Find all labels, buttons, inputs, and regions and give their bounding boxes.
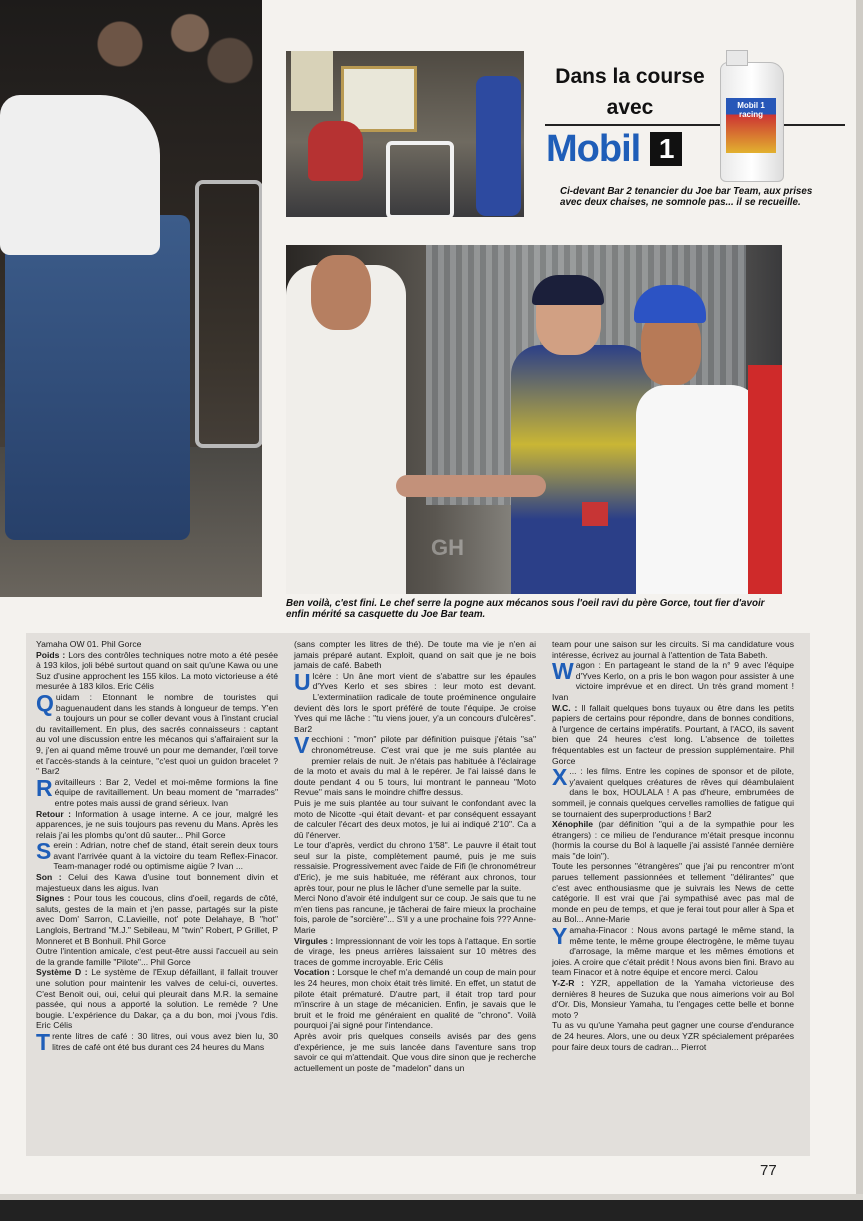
- handshake-shape: [396, 475, 546, 497]
- article-paragraph: [294, 936, 536, 968]
- article-paragraph: [36, 967, 278, 1031]
- chair-shape: [386, 141, 454, 217]
- article-paragraph: [36, 872, 278, 893]
- bottle-label-text: Mobil 1 racing: [737, 101, 765, 119]
- entry-heading: Poids :: [36, 649, 69, 660]
- entry-heading: Son :: [36, 872, 69, 883]
- entry-text: Outre l'intention amicale, c'est peut-être aussi l'accueil au sein de la grande famille "Pilote"... Phil Gorce: [36, 946, 278, 967]
- ad-header-title: [545, 61, 715, 123]
- article-paragraph: [294, 967, 536, 1031]
- article-paragraph: [552, 925, 794, 978]
- man-shape: [308, 121, 363, 181]
- mechanic-shape: [476, 76, 521, 216]
- drop-cap: X: [552, 764, 568, 791]
- drop-cap: W: [552, 658, 574, 685]
- article-paragraph: [36, 774, 278, 809]
- article-paragraph: [36, 689, 278, 777]
- photo-handshake: [286, 245, 782, 594]
- entry-text: Le système de l'Exup défaillant, il fallait trouver une solution pour maintenir les valves de celui-ci, ouvertes. C'est Benoit oui, oui, celui qui pleurait dans M.R. la semaine passée, qui nous a apporté la solution. Le remède ? Une bougie. L'expérience du Dakar, ça a du bon, moi j'vous l'dis. Eric Célis: [36, 967, 278, 1031]
- entry-text: Merci Nono d'avoir été indulgent sur ce coup. Je sais que tu ne m'en tiens pas rancune, je tâcherai de faire mieux la prochaine fois, parole de "sorcière"... S'il y a une prochaine fois ??? Anne-Marie: [294, 893, 536, 936]
- papers-shape: [291, 51, 333, 111]
- bottle-cap: [726, 50, 748, 66]
- article-paragraph: [552, 1020, 794, 1052]
- drop-cap: Y: [552, 923, 568, 950]
- drop-cap: S: [36, 838, 52, 865]
- article-paragraph: [552, 861, 794, 925]
- article-paragraph: [294, 798, 536, 840]
- caption-main-photo: Ben voilà, c'est fini. Le chef serre la pogne aux mécanos sous l'oeil ravi du père Gorce, tout fier d'avoir enfin mérité sa casquette du Joe Bar team.: [286, 598, 765, 620]
- article-paragraph: [552, 703, 794, 767]
- entry-text: Information à usage interne. A ce jour, malgré les apparences, je ne suis toujours pas revenu du Mans. Après les relais j'ai les plombs qu'ont dû sauter... Phil Gorce: [36, 808, 278, 840]
- entry-text: erein : Adrian, notre chef de stand, était serein deux tours avant l'arrivée quant à la victoire du team Reflex-Finacor. Team-manager rodé ou optimisme aigüe ? Ivan ...: [53, 840, 278, 872]
- person-head-1: [311, 255, 371, 330]
- mobil-logo: [546, 128, 682, 170]
- rail-shape: [195, 180, 262, 448]
- entry-heading: Signes :: [36, 893, 74, 904]
- entry-text: avitailleurs : Bar 2, Vedel et moi-même formions la fine équipe de ravitaillement. Un beau moment de "marrades" entre potes mais aussi de grand sérieux. Ivan: [54, 776, 278, 808]
- article-paragraph: [552, 639, 794, 660]
- photo-sleeping-man: [286, 51, 524, 217]
- entry-text: Toute les personnes "étrangères" que j'ai pu rencontrer m'ont parues tellement passionnées et tellement "délirantes" que c'est avec enthousiasme que je suivrais les News de cette catégorie. Il est vrai que j'ai sympathisé avec pas mal de monde en peu de temps, et que je ferai tout pour aller à Spa et au Bol... Anne-Marie: [552, 861, 794, 925]
- ad-title-line2: avec: [606, 96, 654, 119]
- can-shape: [582, 502, 608, 526]
- drop-cap: U: [294, 668, 311, 695]
- person-shape-2: [511, 345, 651, 594]
- mobil-logo-text: Mobil: [546, 127, 641, 170]
- entry-text: Pour tous les coucous, clins d'oeil, regards de côté, saluts, gestes de la main et j'en passe, partagés sur la piste avec Dom' Sarron, C.Lavieille, not' pote Delahaye, B "hot" Langlois, Bertrand "M.J." Sebileau, M "twin" Robert, P Grillet, P Monneret et B Bonhuil. Phil Gorce: [36, 893, 278, 946]
- article-paragraph: [36, 1028, 278, 1055]
- article-paragraph: [552, 978, 794, 1020]
- entry-heading: Y-Z-R :: [552, 978, 591, 988]
- person-shape-4: [748, 365, 782, 594]
- page-number: 77: [760, 1162, 777, 1179]
- entry-text: Celui des Kawa d'usine tout bonnement divin et majestueux dans les aigus. Ivan: [36, 872, 278, 893]
- entry-text: rente litres de café : 30 litres, oui vous avez bien lu, 30 litres de café ont été bus durant ces 24 heures du Mans: [52, 1030, 278, 1052]
- entry-heading: Système D :: [36, 967, 92, 978]
- watermark: GH: [431, 535, 464, 560]
- article-paragraph: [294, 1031, 536, 1073]
- entry-text: Il fallait quelques bons tuyaux ou être dans les petits papiers de certains pour répondre, dans de bonnes conditions, à l'urgence de certains impératifs. Pourtant, à l'ACO, ils savent bien que 24 heures c'est long. L'absence de toilettes fréquentables est un facteur de pression supplémentaire. Phil Gorce: [552, 702, 794, 766]
- entry-text: Le tour d'après, verdict du chrono 1'58". Le pauvre il était tout seul sur la piste, complètement paumé, puis je me suis ressaisie. Progressivement avec l'aide de Fifi (le chronométreur d'Eric), je me suis habituée, me référant aux chronos, tour après tour, pour ne plus le lâcher d'une semelle par la suite.: [294, 840, 536, 893]
- person-shape-3: [636, 385, 761, 594]
- oil-bottle-image: [720, 50, 782, 180]
- article-paragraph: [36, 809, 278, 841]
- entry-text: agon : En partageant le stand de la n° 9 avec l'équipe d'Yves Kerlo, on a pris le bon wagon pour assister à une victoire imprévue et en direct. Un très grand moment ! Ivan: [552, 660, 794, 702]
- article-paragraph: [36, 893, 278, 946]
- entry-heading: Virgules :: [294, 935, 336, 946]
- drop-cap: Q: [36, 689, 54, 716]
- mobil-logo-number: 1: [650, 132, 682, 166]
- board-shape: [341, 66, 417, 132]
- article-paragraph: [294, 668, 536, 735]
- entry-text: team pour une saison sur les circuits. Si ma candidature vous intéresse, écrivez au journal à l'attention de Tata Babeth.: [552, 639, 794, 660]
- crowd-shape: [60, 0, 260, 110]
- entry-text: lcère : Un âne mort vient de s'abattre sur les épaules d'Yves Kerlo et ses sbires : leur moto est devant. L'exterminatiion radicale de toute proéminence ongulaire devient dès lors le sport préféré de toute l'équipe. Je croise Yves qui me lâche : "tu viens jouer, y'a un concours d'ulcères". Bar2: [294, 670, 536, 734]
- page-edge-right: [856, 0, 863, 1200]
- article-paragraph: [552, 819, 794, 861]
- entry-text: (par définition "qui a de la sympathie pour les étrangers) : ce milieu de l'endurance m'était presque inconnu (hormis la course du Bol à laquelle j'ai assisté l'année dernière mais "de loin").: [552, 819, 794, 861]
- entry-text: Après avoir pris quelques conseils avisés par des gens d'expérience, je me suis lancée dans l'aventure sans trop savoir ce qui m'attendait. Que vous dire sinon que je recherche actuellement un poste de "madelon" dans un: [294, 1030, 536, 1073]
- article-paragraph: [36, 650, 278, 692]
- entry-text: YZR, appellation de la Yamaha victorieuse des dernières 8 heures de Suzuka que nous aimerions voir au Bol d'Or. Dis, Monsieur Yamaha, tu l'engages cette belle et bonne moto ?: [552, 978, 794, 1020]
- caption-top-photo: Ci-devant Bar 2 tenancier du Joe bar Team, aux prises avec deux chaises, ne somnole pas... il se recueille.: [560, 186, 813, 208]
- page-edge-bottom: [0, 1200, 863, 1221]
- article-paragraph: [552, 660, 794, 702]
- drop-cap: R: [36, 774, 53, 801]
- bottle-label: [726, 98, 776, 153]
- article-paragraph: [294, 893, 536, 935]
- entry-text: Impressionnant de voir les tops à l'attaque. En sortie de virage, les pneus arrières laissaient sur 10 mètres des traces de gomme incroyable. Eric Célis: [294, 935, 536, 967]
- person-cap-2: [532, 275, 604, 305]
- entry-text: Puis je me suis plantée au tour suivant le confondant avec la moto de Nicotte -qui était devant- et par conséquent essayant de calculer l'écart des deux motos, je lui ai indiqué 2'10". Ca a dû l'énerver.: [294, 797, 536, 840]
- article-paragraph: [294, 840, 536, 893]
- entry-text: Lorsque le chef m'a demandé un coup de main pour les 24 heures, mon choix était très limité. En effet, un statut de pilote était prématuré. D'autre part, il était trop tard pour m'inscrire à un stage de mécanicien. Enfin, je savais que le bruit et le froid me généraient en qualité de "chrono". Voilà pourquoi j'ai signé pour l'intendance.: [294, 967, 536, 1031]
- shirt-shape: [0, 95, 160, 255]
- article-column-3: [552, 639, 794, 1052]
- entry-text: amaha-Finacor : Nous avons partagé le même stand, la même tente, le même groupe électrogène, le même tuyau d'arrosage, la même marque et les mêmes émotions et joies. A croire que c'était prédit ! Nous avons bien fini. Bravo au team Finacor et à notre équipe et encore merci. Calou: [552, 925, 794, 978]
- drop-cap: V: [294, 732, 310, 759]
- entry-heading: W.C. :: [552, 702, 582, 713]
- article-paragraph: [36, 639, 278, 650]
- drop-cap: T: [36, 1028, 51, 1055]
- entry-heading: Xénophile: [552, 819, 599, 830]
- article-paragraph: [294, 639, 536, 671]
- entry-text: Yamaha OW 01. Phil Gorce: [36, 639, 142, 649]
- header-rule: [545, 124, 845, 126]
- entry-heading: Vocation :: [294, 967, 338, 978]
- entry-heading: Retour :: [36, 808, 76, 819]
- article-column-2: [294, 639, 536, 1073]
- entry-text: (sans compter les litres de thé). De toute ma vie je n'en ai jamais préparé autant. Exploit, quand on sait que je ne bois jamais de café. Babeth: [294, 639, 536, 671]
- jeans-shape: [5, 215, 190, 540]
- entry-text: ... : les films. Entre les copines de sponsor et de pilote, y'avaient quelques créatures de rêves qui déambulaient dans le box, HOULALA ! A pas d'heure, embrumées de sommeil, je connais quelques cervelles ramollies de fatigue qui se tournaient des superproductions ! Bar2: [552, 766, 794, 819]
- article-paragraph: [36, 840, 278, 872]
- entry-text: uidam : Etonnant le nombre de touristes qui baguenaudent dans les stands à longueur de temps. Y'en a toujours un pour se coller devant vous à l'instant crucial du ravitaillement. En plus, des sacrés connaisseurs : captant au vol une discussion entre les mécanos qui s'affairaient sur la 9, j'en ai quand même trouvé un pour me demander, l'œil torve et l'accès-stands à la ceinture, "c'est quoi un guidon bracelet ? " Bar2: [36, 691, 278, 777]
- article-column-1: [36, 639, 278, 1053]
- article-paragraph: [552, 766, 794, 819]
- entry-text: Tu as vu qu'une Yamaha peut gagner une course d'endurance de 24 heures. Alors, une ou deux YZR spécialement préparées pour faire deux tours de cadran... Pierrot: [552, 1020, 794, 1052]
- entry-text: ecchioni : "mon" pilote par définition puisque j'étais "sa" chronométreuse. C'est vrai que je me suis plantée au premier relais de nuit. Je n'étais pas habituée à l'éclairage de la moto et avais du mal à le repérer. Je l'ai laissé dans le doute pendant 4 ou 5 tours, lui montrant le panneau "Moto Revue" mais sans le moindre chiffre dessus.: [294, 734, 536, 798]
- article-text-box: [26, 633, 810, 1156]
- entry-text: Lors des contrôles techniques notre moto a été pesée à 193 kilos, joli bébé surtout quand on sait qu'une Kawa ou une Suz d'usine approchent les 155 kilos. La moto victorieuse a été mesurée à 183 kilos. Eric Célis: [36, 649, 278, 692]
- photo-mechanic-crowd: [0, 0, 262, 597]
- ad-title-line1: Dans la course: [555, 65, 705, 88]
- article-paragraph: [36, 946, 278, 967]
- article-paragraph: [294, 734, 536, 798]
